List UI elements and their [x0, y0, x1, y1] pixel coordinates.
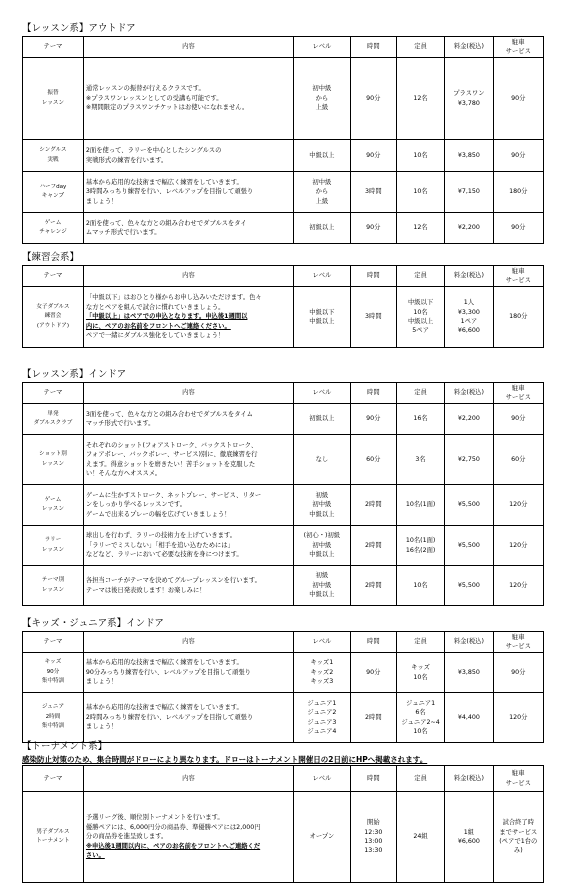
level-cell: 初級以上 [294, 213, 351, 244]
column-header: レベル [294, 383, 351, 404]
column-header: 時間 [350, 37, 396, 58]
theme-cell: 振替 レッスン [23, 58, 84, 140]
section [22, 617, 544, 743]
time-cell: 2時間 [350, 693, 396, 743]
table-row [23, 526, 544, 566]
parking-cell: 180分 [493, 287, 543, 348]
content-cell [83, 485, 293, 526]
content-line: 90分みっちり練習を行い、レベルアップを目指して頑張り [85, 668, 251, 676]
time-cell: 2時間 [350, 526, 396, 566]
time-cell: 90分 [350, 58, 396, 140]
schedule-table [22, 36, 544, 244]
column-header: テーマ [23, 383, 84, 404]
column-header: 料金(税込) [445, 383, 493, 404]
price-cell: ¥2,200 [445, 213, 493, 244]
capacity-cell: キッズ 10名 [396, 653, 444, 693]
content-line: 2時間みっちり練習を行い、レベルアップを目指して頑張り [85, 713, 254, 721]
theme-cell: ショット別 レッスン [23, 435, 84, 485]
content-line: 2面を使って、ラリーを中心としたシングルスの [85, 147, 222, 155]
schedule-table [22, 265, 544, 348]
price-cell: プラスワン ¥3,780 [445, 58, 493, 140]
column-header: 駐車 サービス [493, 383, 543, 404]
table-row [23, 485, 544, 526]
content-cell [83, 140, 293, 172]
column-header: テーマ [23, 632, 84, 653]
parking-cell: 180分 [493, 172, 543, 213]
time-cell: 3時間 [350, 287, 396, 348]
theme-cell: キッズ 90分 集中特訓 [23, 653, 84, 693]
column-header: 内容 [83, 632, 293, 653]
column-header: テーマ [23, 766, 84, 792]
price-cell: ¥3,850 [445, 653, 493, 693]
header-row [23, 37, 544, 58]
theme-cell: ゲーム チャレンジ [23, 213, 84, 244]
time-cell: 3時間 [350, 172, 396, 213]
content-line: 「中級以上」はペアでの申込となります。申込後1週間以 [85, 313, 248, 321]
theme-cell: ジュニア 2時間 集中特訓 [23, 693, 84, 743]
header-row [23, 266, 544, 287]
column-header: 内容 [83, 37, 293, 58]
time-cell: 90分 [350, 404, 396, 435]
header-row [23, 632, 544, 653]
content-cell [83, 58, 293, 140]
tournament-notice: 感染防止対策のため、集合時間がドローにより異なります。ドローはトーナメント開催日の2日前にHPへ掲載されます。 [22, 755, 428, 764]
content-line: ※プラスワンレッスンとしての受講も可能です。 [85, 94, 223, 102]
section [22, 368, 544, 606]
parking-cell: 120分 [493, 526, 543, 566]
price-cell: ¥2,750 [445, 435, 493, 485]
column-header: 内容 [83, 383, 293, 404]
price-cell: ¥2,200 [445, 404, 493, 435]
content-line: 優勝ペアには、6,000円分の商品券、準優勝ペアには2,000円 [85, 823, 261, 831]
column-header: 料金(税込) [445, 266, 493, 287]
time-cell: 2時間 [350, 566, 396, 606]
content-line: それぞれのショット(フォアストローク、バックストローク、 [85, 441, 258, 449]
schedule-table [22, 382, 544, 606]
level-cell: (初心・)初級 初中級 中級以上 [294, 526, 351, 566]
column-header: 時間 [350, 632, 396, 653]
section [22, 251, 544, 348]
level-cell: なし [294, 435, 351, 485]
content-line: い！そんな方へオススメ。 [85, 469, 162, 477]
column-header: 駐車 サービス [493, 632, 543, 653]
level-cell: 中級以上 [294, 140, 351, 172]
content-cell [83, 172, 293, 213]
time-cell: 90分 [350, 140, 396, 172]
price-cell: ¥3,850 [445, 140, 493, 172]
theme-cell: ゲーム レッスン [23, 485, 84, 526]
content-line: 2面を使って、色々な方との組み合わせでダブルスをタイ [85, 219, 247, 227]
content-cell [83, 404, 293, 435]
time-cell: 2時間 [350, 485, 396, 526]
parking-cell: 90分 [493, 140, 543, 172]
capacity-cell: 中級以下 10名 中級以上 5ペア [396, 287, 444, 348]
column-header: 料金(税込) [445, 632, 493, 653]
table-row [23, 172, 544, 213]
column-header: テーマ [23, 266, 84, 287]
table-row [23, 566, 544, 606]
content-line: な方とペアを組んで試合に慣れていきましょう。 [85, 303, 225, 311]
capacity-cell: 24組 [396, 792, 444, 883]
content-cell [83, 213, 293, 244]
capacity-cell: 12名 [396, 58, 444, 140]
level-cell: 初中級 から 上級 [294, 172, 351, 213]
level-cell: 初中級 から 上級 [294, 58, 351, 140]
content-line: 分の商品券を進呈致します。 [85, 833, 168, 841]
section-title: 【キッズ・ジュニア系】インドア [22, 618, 164, 629]
theme-cell: 男子ダブルス トーナメント [23, 792, 84, 883]
section [22, 740, 544, 883]
content-line: ※申込後1週間以内に、ペアのお名前をフロントへご連絡くだ [85, 842, 261, 850]
parking-cell: 90分 [493, 58, 543, 140]
time-cell: 60分 [350, 435, 396, 485]
level-cell: 中級以下 中級以上 [294, 287, 351, 348]
content-line: ましょう！ [85, 723, 118, 731]
column-header: テーマ [23, 37, 84, 58]
price-cell: ¥5,500 [445, 566, 493, 606]
content-line: えます。得意ショットを磨きたい！苦手ショットを克服した [85, 460, 256, 468]
header-row [23, 766, 544, 792]
theme-cell: 単発 ダブルスクラブ [23, 404, 84, 435]
price-cell: ¥7,150 [445, 172, 493, 213]
column-header: 料金(税込) [445, 37, 493, 58]
parking-cell: 90分 [493, 404, 543, 435]
column-header: 定員 [396, 266, 444, 287]
content-line: ましょう！ [85, 678, 118, 686]
table-row [23, 792, 544, 883]
capacity-cell: 10名 [396, 566, 444, 606]
column-header: レベル [294, 766, 351, 792]
schedule-table [22, 765, 544, 883]
section-title: 【レッスン系】アウトドア [22, 23, 136, 34]
column-header: 料金(税込) [445, 766, 493, 792]
content-line: 3面を使って、色々な方との組み合わせでダブルスをタイム [85, 410, 253, 418]
level-cell: ジュニア1 ジュニア2 ジュニア3 ジュニア4 [294, 693, 351, 743]
content-cell [83, 653, 293, 693]
content-cell [83, 792, 293, 883]
content-line: ※期間限定のプラスワンチケットはお使いになれません。 [85, 104, 249, 112]
price-cell: 1組 ¥6,600 [445, 792, 493, 883]
time-cell: 開始 12:30 13:00 13:30 [350, 792, 396, 883]
column-header: 内容 [83, 266, 293, 287]
theme-cell: 女子ダブルス 練習会 (アウトドア) [23, 287, 84, 348]
theme-cell: ハーフday キャンプ [23, 172, 84, 213]
table-row [23, 287, 544, 348]
content-line: さい。 [85, 852, 105, 860]
column-header: レベル [294, 632, 351, 653]
table-row [23, 693, 544, 743]
content-line: テーマは後日発表致します！お楽しみに！ [85, 586, 206, 594]
column-header: 定員 [396, 632, 444, 653]
content-line: ンをしっかり学べるレッスンです。 [85, 501, 187, 509]
parking-cell: 90分 [493, 213, 543, 244]
parking-cell: 120分 [493, 485, 543, 526]
content-line: ゲームで出来るプレーの幅を広げていきましょう！ [85, 510, 231, 518]
theme-cell: ラリー レッスン [23, 526, 84, 566]
capacity-cell: 10名 [396, 172, 444, 213]
header-row [23, 383, 544, 404]
parking-cell: 90分 [493, 653, 543, 693]
theme-cell: テーマ別 レッスン [23, 566, 84, 606]
content-line: 「中級以下」はおひとり様からお申し込みいただけます。色々 [85, 294, 262, 302]
capacity-cell: 10名(1面) 16名(2面) [396, 526, 444, 566]
column-header: 定員 [396, 37, 444, 58]
column-header: 内容 [83, 766, 293, 792]
content-line: 実戦形式の練習を行います。 [85, 156, 168, 164]
table-row [23, 213, 544, 244]
price-cell: 1人 ¥3,300 1ペア ¥6,600 [445, 287, 493, 348]
section-title: 【練習会系】 [22, 252, 80, 263]
parking-cell: 120分 [493, 566, 543, 606]
column-header: 駐車 サービス [493, 266, 543, 287]
column-header: レベル [294, 37, 351, 58]
column-header: 定員 [396, 766, 444, 792]
column-header: 時間 [350, 266, 396, 287]
content-line: ムマッチ形式で行います。 [85, 229, 161, 236]
content-line: 3時間みっちり練習を行い、レベルアップを目指して頑張り [85, 188, 254, 196]
content-cell [83, 566, 293, 606]
capacity-cell: 3名 [396, 435, 444, 485]
content-cell [83, 435, 293, 485]
level-cell: キッズ1 キッズ2 キッズ3 [294, 653, 351, 693]
section-title: 【トーナメント系】 [22, 741, 108, 752]
content-cell [83, 287, 293, 348]
content-line: マッチ形式で行います。 [85, 420, 155, 427]
schedule-table [22, 631, 544, 743]
content-cell [83, 526, 293, 566]
content-line: 基本から応用的な技術まで幅広く練習をしていきます。 [85, 178, 243, 186]
column-header: 時間 [350, 766, 396, 792]
level-cell: 初級 初中級 中級以上 [294, 566, 351, 606]
time-cell: 90分 [350, 653, 396, 693]
capacity-cell: 10名(1面) [396, 485, 444, 526]
time-cell: 90分 [350, 213, 396, 244]
parking-cell: 試合終了時 までサービス (ペアで1台の み) [493, 792, 543, 883]
capacity-cell: 12名 [396, 213, 444, 244]
table-row [23, 404, 544, 435]
level-cell: オープン [294, 792, 351, 883]
content-line: 基本から応用的な技術まで幅広く練習をしていきます。 [85, 659, 243, 667]
content-cell [83, 693, 293, 743]
content-line: 「ラリーでミスしない」「相手を追い込むためには」 [85, 541, 234, 549]
content-line: 通常レッスンの振替が行えるクラスです。 [85, 85, 205, 93]
content-line: 基本から応用的な技術まで幅広く練習をしていきます。 [85, 704, 243, 712]
parking-cell: 60分 [493, 435, 543, 485]
column-header: 駐車 サービス [493, 37, 543, 58]
table-row [23, 58, 544, 140]
column-header: 定員 [396, 383, 444, 404]
capacity-cell: ジュニア1 6名 ジュニア2~4 10名 [396, 693, 444, 743]
table-row [23, 140, 544, 172]
content-line: などなど、ラリーにおいて必要な技術を身につけます。 [85, 551, 243, 559]
content-line: 予選リーグ後、順位別トーナメントを行います。 [85, 814, 224, 822]
content-line: 内に、ペアのお名前をフロントへご連絡ください。 [85, 322, 231, 330]
level-cell: 初級 初中級 中級以上 [294, 485, 351, 526]
table-row [23, 435, 544, 485]
content-line: ましょう！ [85, 197, 118, 205]
capacity-cell: 10名 [396, 140, 444, 172]
column-header: 時間 [350, 383, 396, 404]
column-header: 駐車 サービス [493, 766, 543, 792]
parking-cell: 120分 [493, 693, 543, 743]
capacity-cell: 16名 [396, 404, 444, 435]
price-cell: ¥4,400 [445, 693, 493, 743]
content-line: 各担当コーチがテーマを決めてグループレッスンを行います。 [85, 577, 261, 585]
table-row [23, 653, 544, 693]
content-line: フォアボレー、バックボレー、サービス)別に、徹底練習を行 [85, 451, 258, 459]
content-line: 球出しを行わず、ラリーの技術力を上げていきます。 [85, 532, 237, 540]
section-title: 【レッスン系】インドア [22, 369, 127, 380]
column-header: レベル [294, 266, 351, 287]
level-cell: 初級以上 [294, 404, 351, 435]
theme-cell: シングルス 実戦 [23, 140, 84, 172]
section [22, 22, 544, 244]
price-cell: ¥5,500 [445, 526, 493, 566]
price-cell: ¥5,500 [445, 485, 493, 526]
content-line: ペアで一緒にダブルス強化をしていきましょう！ [85, 332, 225, 340]
content-line: ゲームに生かすストローク、ネットプレー、サービス、リター [85, 491, 262, 499]
